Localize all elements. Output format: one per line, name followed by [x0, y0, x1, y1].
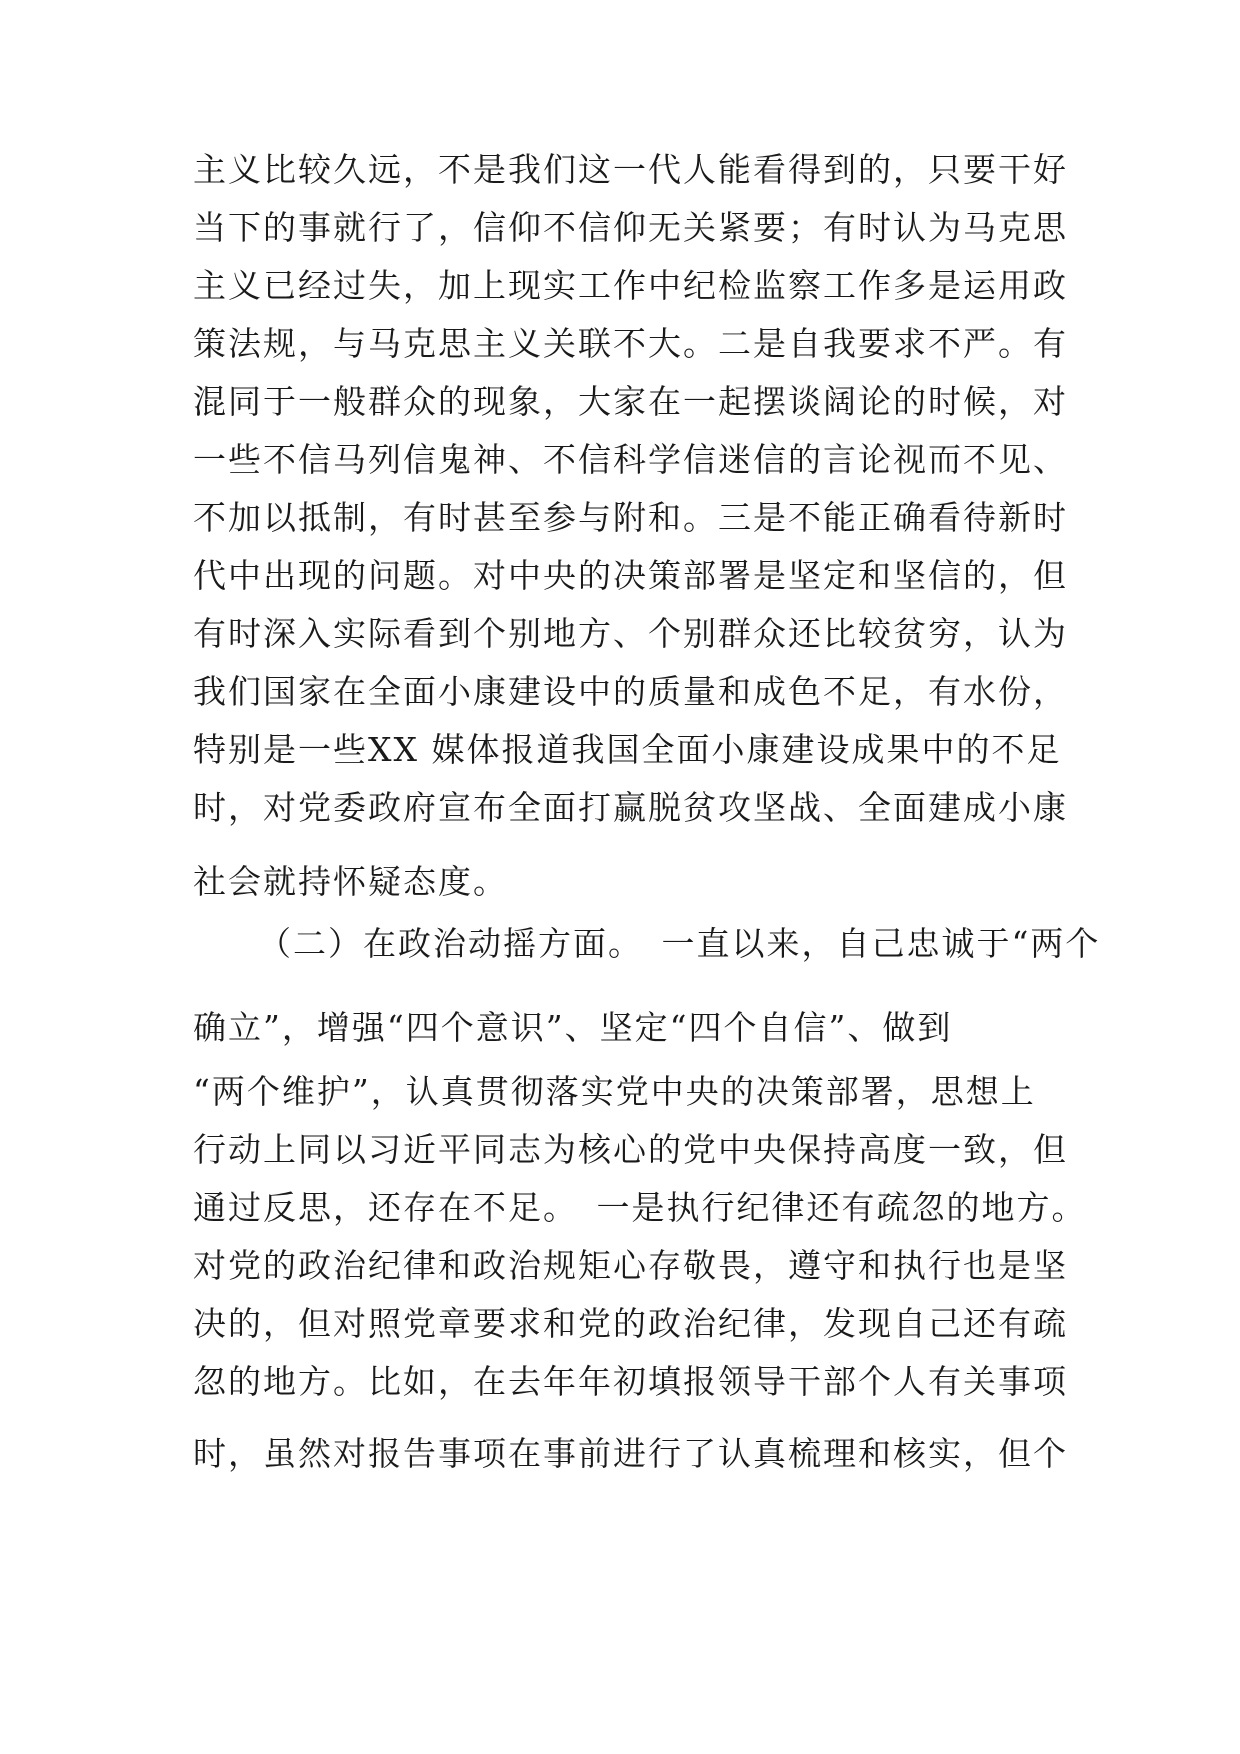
text-line: “两个维护”，认真贯彻落实党中央的决策部署，思想上: [193, 1072, 1036, 1111]
section-heading-line: （二）在政治动摇方面。 一直以来，自己忠诚于“两个: [258, 924, 1101, 963]
text-line: 代中出现的问题。对中央的决策部署是坚定和坚信的，但: [193, 556, 1068, 595]
text-line: 有时深入实际看到个别地方、个别群众还比较贫穷，认为: [193, 614, 1068, 653]
text-line: 主义比较久远，不是我们这一代人能看得到的，只要干好: [193, 150, 1068, 189]
text-line: 我们国家在全面小康建设中的质量和成色不足，有水份，: [193, 672, 1068, 711]
text-line: 行动上同以习近平同志为核心的党中央保持高度一致，但: [193, 1130, 1068, 1169]
text-line: 决的，但对照党章要求和党的政治纪律，发现自己还有疏: [193, 1304, 1068, 1343]
text-line: 对党的政治纪律和政治规矩心存敬畏，遵守和执行也是坚: [193, 1246, 1068, 1285]
text-line: 不加以抵制，有时甚至参与附和。三是不能正确看待新时: [193, 498, 1068, 537]
text-line: 特别是一些XX 媒体报道我国全面小康建设成果中的不足: [193, 730, 1062, 769]
text-line: 当下的事就行了，信仰不信仰无关紧要；有时认为马克思: [193, 208, 1068, 247]
text-line: 一些不信马列信鬼神、不信科学信迷信的言论视而不见、: [193, 440, 1068, 479]
text-line: 主义已经过失，加上现实工作中纪检监察工作多是运用政: [193, 266, 1068, 305]
text-line: 时，对党委政府宣布全面打赢脱贫攻坚战、全面建成小康: [193, 788, 1068, 827]
text-line: 策法规，与马克思主义关联不大。二是自我要求不严。有: [193, 324, 1068, 363]
text-line: 通过反思，还存在不足。 一是执行纪律还有疏忽的地方。: [193, 1188, 1087, 1227]
text-line: 社会就持怀疑态度。: [193, 862, 508, 901]
text-line: 混同于一般群众的现象，大家在一起摆谈阔论的时候，对: [193, 382, 1068, 421]
text-line: 时，虽然对报告事项在事前进行了认真梳理和核实，但个: [193, 1434, 1068, 1473]
text-line: 确立”，增强“四个意识”、坚定“四个自信”、做到: [193, 1008, 953, 1047]
text-line: 忽的地方。比如，在去年年初填报领导干部个人有关事项: [193, 1362, 1068, 1401]
